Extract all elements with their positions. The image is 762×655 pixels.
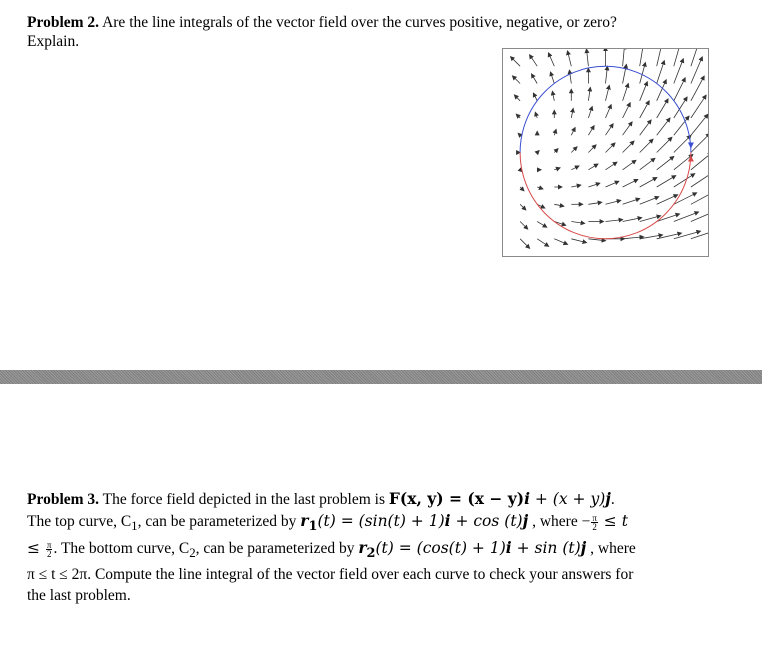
field-arrow — [588, 107, 592, 118]
unit-j: j — [605, 489, 611, 508]
field-arrow — [587, 49, 589, 66]
field-arrow — [535, 112, 537, 118]
field-arrow — [537, 239, 548, 247]
c2-subscript: 2 — [189, 545, 196, 561]
field-arrow — [691, 191, 708, 204]
bottom-curve-direction-marker — [688, 156, 694, 162]
field-arrow — [516, 114, 520, 118]
frac-den: 2 — [46, 549, 52, 560]
c1-subscript: 1 — [131, 518, 138, 534]
problem-2-text — [27, 13, 667, 51]
field-arrow — [568, 51, 572, 66]
inequality: ≤ t ≤ — [27, 512, 628, 558]
r1-formula: (t) = (sin(t) + 1) — [317, 512, 445, 530]
field-arrow — [691, 49, 701, 66]
field-arrow — [640, 178, 657, 188]
field-arrow — [657, 157, 674, 170]
problem-3-text — [27, 488, 637, 606]
field-arrow — [623, 103, 631, 118]
field-arrow — [623, 65, 627, 84]
field-arrow — [657, 49, 663, 66]
r1-symbol: r — [300, 511, 309, 530]
frac-num: π — [46, 540, 52, 551]
field-arrow — [511, 57, 520, 66]
fraction-pi-over-2 — [591, 514, 598, 531]
field-arrow — [571, 166, 579, 170]
field-arrow — [588, 145, 596, 153]
field-arrow — [657, 137, 672, 152]
field-arrow — [606, 105, 612, 118]
field-arrow — [530, 55, 538, 66]
field-arrow — [588, 183, 599, 187]
field-arrow — [537, 187, 543, 189]
field-arrow — [554, 239, 567, 245]
r2-formula: (t) = (cos(t) + 1) — [375, 539, 506, 558]
field-arrow — [571, 185, 581, 187]
field-arrow — [514, 95, 520, 101]
problem-2-label: Problem 2. — [27, 14, 100, 31]
field-arrow — [554, 149, 558, 153]
field-arrow — [520, 222, 528, 230]
p3-text-4: , where − — [528, 513, 591, 530]
field-arrow — [554, 222, 565, 226]
force-field-formula: F(x, y) = (x − y) — [388, 489, 525, 508]
p3-math-2: + cos (t) — [450, 512, 523, 530]
field-arrow — [606, 220, 623, 222]
field-arrow — [606, 66, 608, 83]
top-curve-c1 — [520, 66, 691, 152]
bottom-curve-c2 — [520, 153, 691, 239]
field-arrow — [518, 133, 520, 135]
field-arrow — [691, 114, 708, 135]
field-arrow — [533, 93, 537, 101]
field-arrow — [657, 61, 665, 84]
field-arrow — [552, 91, 554, 101]
field-arrow — [674, 135, 691, 152]
field-arrow — [674, 231, 701, 239]
field-arrow — [657, 176, 676, 187]
field-arrow — [623, 199, 640, 205]
field-arrow — [623, 160, 636, 170]
frac-num: π — [592, 512, 597, 523]
p3-text-3: , can be parameterized by — [137, 513, 301, 530]
field-arrow — [588, 88, 590, 101]
r1-subscript: 1 — [308, 519, 318, 535]
field-arrow — [674, 49, 682, 66]
field-arrow — [674, 97, 687, 118]
field-arrow — [571, 109, 573, 119]
p3-text-1: The force field depicted in the last problem is — [102, 491, 389, 508]
field-arrow — [640, 120, 651, 135]
problem-3-label: Problem 3. — [27, 491, 100, 508]
problem-2-question: Are the line integrals of the vector field over the curves positive, negative, or zero? Explain. — [27, 14, 617, 50]
field-arrow — [640, 101, 650, 118]
unit-i: i — [505, 538, 512, 558]
r2-subscript: 2 — [366, 546, 376, 562]
field-arrow — [640, 139, 653, 152]
field-arrow — [537, 151, 539, 153]
field-arrow — [554, 168, 560, 170]
top-curve-direction-marker — [688, 143, 694, 149]
field-arrow — [606, 162, 617, 170]
field-arrow — [554, 204, 564, 206]
field-arrow — [623, 141, 634, 152]
field-arrow — [571, 239, 586, 243]
field-arrow — [691, 95, 706, 118]
field-arrow — [606, 181, 619, 187]
field-arrow — [623, 179, 638, 187]
p3-text-7: , where π ≤ t ≤ 2π. Compute the line integral of the vector field over each curve to check your answers for the last problem. — [27, 540, 636, 605]
unit-i: i — [444, 511, 451, 530]
field-arrow — [623, 218, 642, 222]
unit-j: j — [580, 538, 587, 558]
field-arrow — [571, 147, 577, 153]
field-arrow — [537, 222, 547, 228]
field-arrow — [520, 187, 524, 191]
frac-den: 2 — [592, 521, 597, 532]
field-arrow — [569, 70, 571, 83]
section-divider — [0, 370, 762, 384]
unit-j: j — [522, 511, 529, 530]
vector-field-plot — [503, 49, 708, 256]
vector-field-figure — [502, 48, 709, 257]
field-arrow — [549, 53, 555, 66]
field-arrow — [571, 128, 575, 136]
field-arrow — [606, 200, 621, 204]
field-arrow — [623, 49, 625, 66]
field-arrow — [513, 76, 521, 84]
field-arrow — [657, 118, 670, 135]
field-arrow — [640, 49, 644, 66]
p3-math-1: + (x + y) — [529, 490, 606, 508]
fraction-pi-over-2 — [46, 541, 53, 558]
field-arrow — [571, 222, 584, 224]
field-arrow — [640, 63, 646, 84]
field-arrow — [657, 99, 668, 118]
p3-text-2: . The top curve, C — [27, 491, 615, 530]
field-arrow — [588, 164, 598, 170]
field-arrow — [588, 126, 594, 136]
field-arrow — [674, 78, 685, 101]
field-arrow — [640, 197, 659, 205]
field-arrow — [520, 239, 530, 249]
p3-text-6: , can be parameterized by — [195, 540, 359, 558]
field-arrow — [623, 84, 629, 101]
field-arrow — [551, 72, 555, 83]
field-arrow — [623, 122, 633, 135]
p3-text-5: . The bottom curve, C — [53, 540, 190, 558]
field-arrow — [554, 130, 556, 136]
field-arrow — [588, 202, 601, 204]
field-arrow — [606, 124, 614, 135]
unit-i: i — [524, 489, 530, 508]
field-arrow — [640, 82, 648, 101]
r2-symbol: r — [358, 538, 367, 558]
field-arrow — [606, 86, 610, 101]
p3-math-3: + sin (t) — [511, 539, 581, 558]
field-arrow — [532, 74, 538, 84]
field-arrow — [691, 210, 708, 221]
field-arrow — [691, 229, 708, 239]
field-arrow — [606, 143, 616, 153]
field-arrow — [640, 158, 655, 170]
field-arrow — [520, 204, 526, 210]
